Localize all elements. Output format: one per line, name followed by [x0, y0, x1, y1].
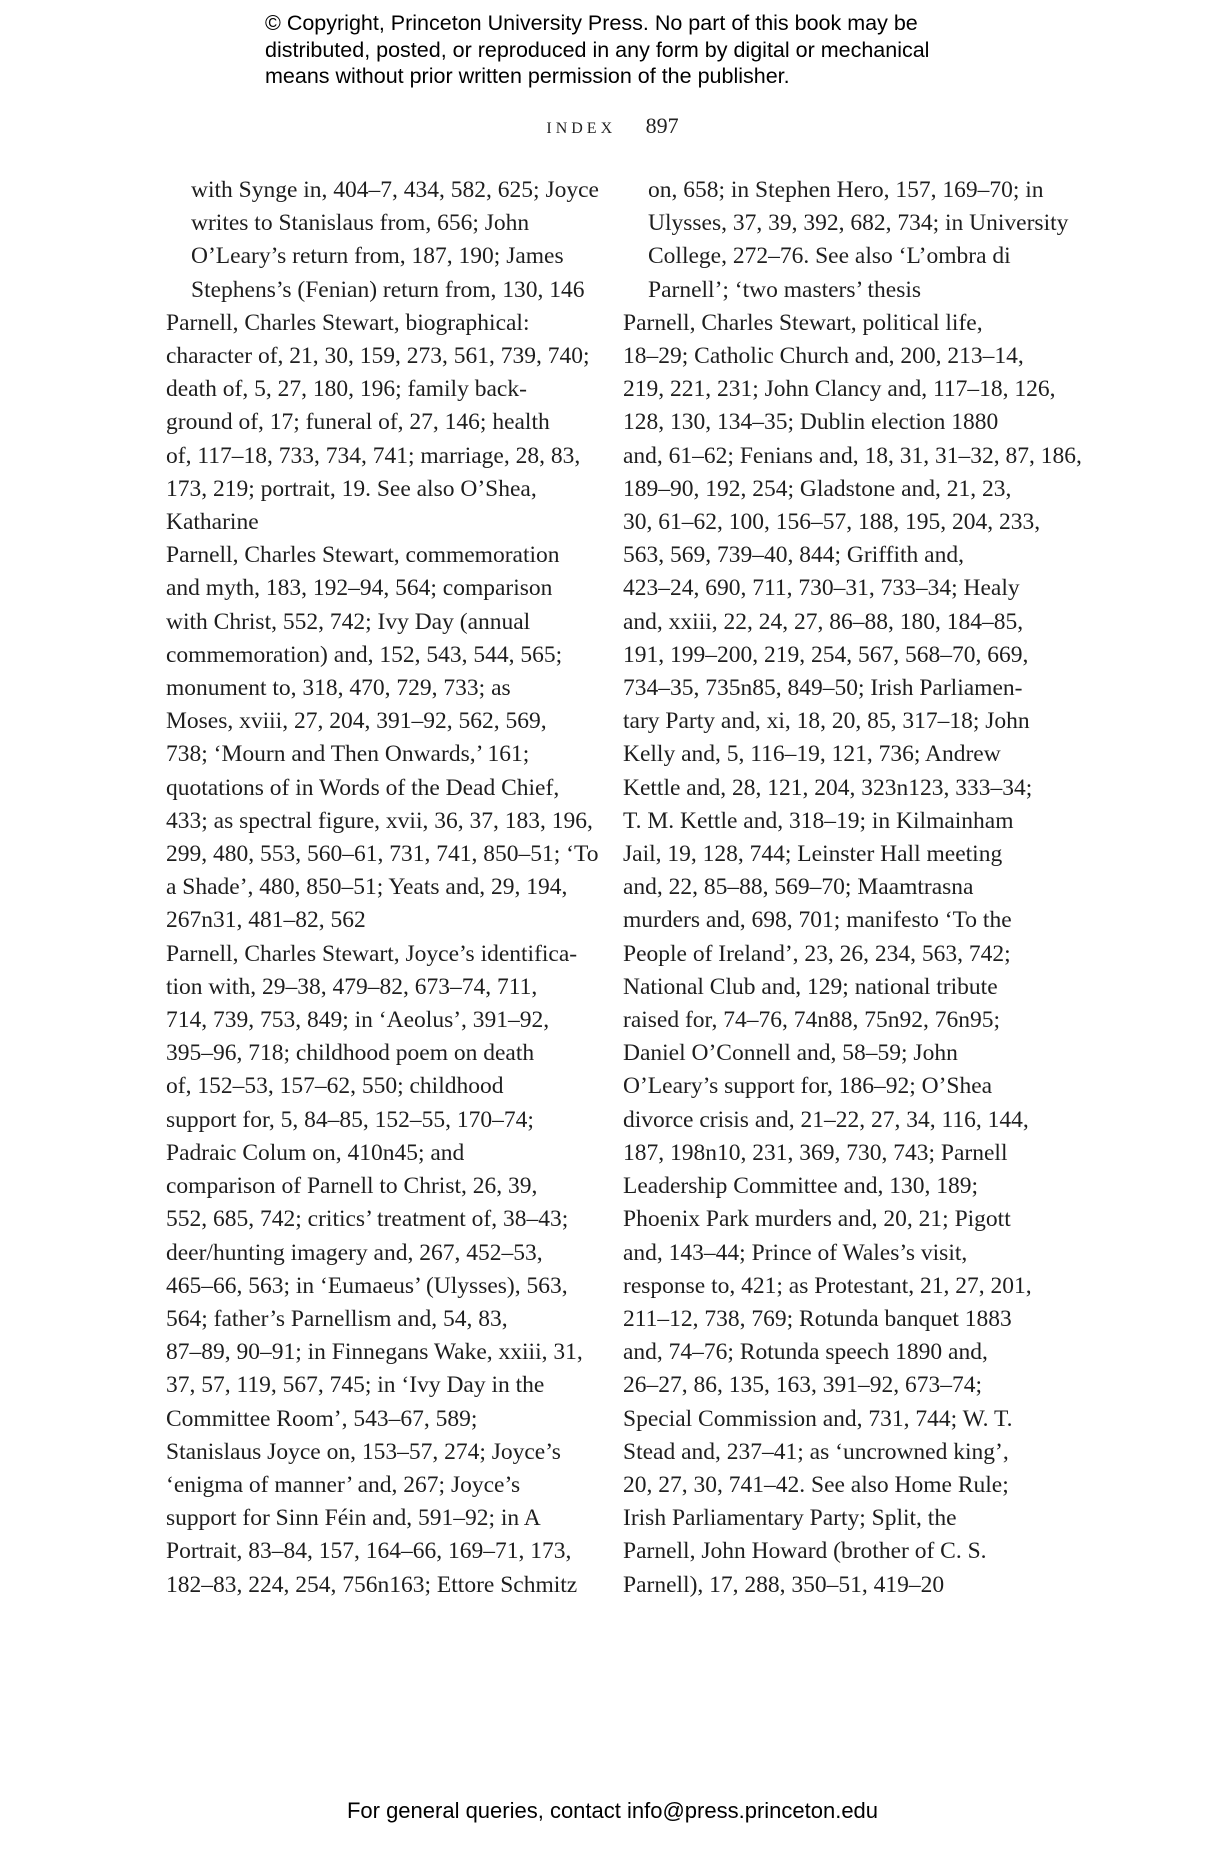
index-entry-line: 564; father’s Parnellism and, 54, 83, [166, 1305, 508, 1332]
index-entry-line: on, 658; in Stephen Hero, 157, 169–70; in [648, 177, 1044, 203]
index-entry-line: Ulysses, 37, 39, 392, 682, 734; in University [648, 210, 1069, 237]
index-entry-line: with Christ, 552, 742; Ivy Day (annual [166, 608, 531, 635]
page-number: 897 [645, 113, 679, 138]
index-entry-line: Parnell’; ‘two masters’ thesis [648, 276, 922, 303]
index-entry-line: National Club and, 129; national tribute [623, 973, 998, 1000]
index-entry-line: Moses, xviii, 27, 204, 391–92, 562, 569, [166, 708, 547, 735]
index-entry-line: 433; as spectral figure, xvii, 36, 37, 183, 196, [166, 807, 593, 834]
index-entry-line: and, 22, 85–88, 569–70; Maamtrasna [623, 874, 974, 901]
index-entry-line: support for Sinn Féin and, 591–92; in A [166, 1505, 541, 1532]
index-entry-line: of, 152–53, 157–62, 550; childhood [166, 1073, 504, 1100]
index-entry-line: Stead and, 237–41; as ‘uncrowned king’, [623, 1438, 1009, 1465]
index-entry-line: and, xxiii, 22, 24, 27, 86–88, 180, 184–85, [623, 608, 1024, 635]
index-entry-line: 87–89, 90–91; in Finnegans Wake, xxiii, 31, [166, 1339, 583, 1366]
index-entry-line: Parnell, John Howard (brother of C. S. [623, 1538, 987, 1565]
index-entry-line: Parnell, Charles Stewart, commemoration [166, 542, 560, 569]
index-entry-line: comparison of Parnell to Christ, 26, 39, [166, 1173, 538, 1200]
index-entry-line: Stephens’s (Fenian) return from, 130, 146 [191, 276, 585, 303]
copyright-line: means without prior written permission of the publisher. [265, 64, 790, 88]
index-entry-line: and myth, 183, 192–94, 564; comparison [166, 575, 553, 602]
index-entry [166, 938, 596, 1602]
running-head-section: INDEX [546, 120, 617, 137]
index-entry-line: support for, 5, 84–85, 152–55, 170–74; [166, 1106, 534, 1133]
index-entry-line: 128, 130, 134–35; Dublin election 1880 [623, 409, 999, 436]
index-entry-line: 734–35, 735n85, 849–50; Irish Parliamen- [623, 675, 1023, 702]
index-entry-line: 738; ‘Mourn and Then Onwards,’ 161; [166, 741, 530, 768]
index-left-column [166, 174, 599, 1602]
index-entry-line: 20, 27, 30, 741–42. See also Home Rule; [623, 1471, 1009, 1498]
index-entry-line: Daniel O’Connell and, 58–59; John [623, 1040, 958, 1067]
index-entry-line: writes to Stanislaus from, 656; John [191, 210, 530, 237]
index-right-column [623, 174, 1082, 1602]
index-entry-line: 395–96, 718; childhood poem on death [166, 1040, 535, 1067]
index-entry-line: Kettle and, 28, 121, 204, 323n123, 333–34; [623, 774, 1033, 801]
index-entry-line: 714, 739, 753, 849; in ‘Aeolus’, 391–92, [166, 1007, 550, 1034]
copyright-line: distributed, posted, or reproduced in any form by digital or mechanical [265, 37, 930, 62]
index-entry-line: 26–27, 86, 135, 163, 391–92, 673–74; [623, 1372, 983, 1399]
index-entry-line: Phoenix Park murders and, 20, 21; Pigott [623, 1206, 1011, 1233]
index-entry [623, 1535, 1043, 1601]
index-entry-line: monument to, 318, 470, 729, 733; as [166, 675, 511, 702]
index-entry-line: 219, 221, 231; John Clancy and, 117–18, 126, [623, 376, 1056, 403]
index-entry-line: 211–12, 738, 769; Rotunda banquet 1883 [623, 1305, 1012, 1332]
index-entry-line: Jail, 19, 128, 744; Leinster Hall meeting [623, 841, 1003, 868]
index-entry-line: Katharine [166, 509, 259, 536]
index-entry-line: 189–90, 192, 254; Gladstone and, 21, 23, [623, 475, 1012, 502]
index-entry-line: Stanislaus Joyce on, 153–57, 274; Joyce’s [166, 1438, 561, 1465]
index-entry-line: Irish Parliamentary Party; Split, the [623, 1505, 957, 1532]
index-entry-line: People of Ireland’, 23, 26, 234, 563, 742; [623, 940, 1011, 967]
index-entry-line: of, 117–18, 733, 734, 741; marriage, 28, 83, [166, 442, 581, 469]
index-entry-line: 187, 198n10, 231, 369, 730, 743; Parnell [623, 1139, 1008, 1166]
index-entry-line: Committee Room’, 543–67, 589; [166, 1405, 478, 1432]
index-entry-line: death of, 5, 27, 180, 196; family back- [166, 376, 527, 403]
index-entry-line: ‘enigma of manner’ and, 267; Joyce’s [166, 1471, 521, 1498]
index-entry-line: T. M. Kettle and, 318–19; in Kilmainham [623, 807, 1014, 834]
index-entry-line: tary Party and, xi, 18, 20, 85, 317–18; John [623, 708, 1030, 735]
index-entry-line: Parnell, Charles Stewart, Joyce’s identifica- [166, 940, 578, 967]
index-entry-line: and, 143–44; Prince of Wales’s visit, [623, 1239, 968, 1266]
index-entry-line: 267n31, 481–82, 562 [166, 907, 366, 934]
index-entry [623, 307, 1082, 1536]
index-entry-line: deer/hunting imagery and, 267, 452–53, [166, 1239, 543, 1266]
index-entry-line: divorce crisis and, 21–22, 27, 34, 116, 144, [623, 1106, 1029, 1133]
index-entry-line: murders and, 698, 701; manifesto ‘To the [623, 907, 1012, 934]
index-entry-line: 182–83, 224, 254, 756n163; Ettore Schmitz [166, 1571, 578, 1598]
index-entry-line: Special Commission and, 731, 744; W. T. [623, 1405, 1013, 1432]
index-entry-line: character of, 21, 30, 159, 273, 561, 739, 740; [166, 343, 590, 370]
index-entry-line: tion with, 29–38, 479–82, 673–74, 711, [166, 973, 538, 1000]
index-entry-line: 299, 480, 553, 560–61, 731, 741, 850–51; ‘To [166, 841, 599, 868]
index-entry-line: Padraic Colum on, 410n45; and [166, 1139, 465, 1166]
index-entry-line: raised for, 74–76, 74n88, 75n92, 76n95; [623, 1007, 1000, 1034]
index-entry-continuation [623, 174, 1069, 307]
index-entry-line: Parnell), 17, 288, 350–51, 419–20 [623, 1571, 945, 1598]
index-entry-line: with Synge in, 404–7, 434, 582, 625; Joyce [191, 177, 599, 203]
index-entry-line: 465–66, 563; in ‘Eumaeus’ (Ulysses), 563, [166, 1272, 568, 1299]
index-entry [166, 539, 599, 937]
index-entry-line: 30, 61–62, 100, 156–57, 188, 195, 204, 233, [623, 509, 1041, 536]
index-entry-line: a Shade’, 480, 850–51; Yeats and, 29, 194, [166, 874, 568, 901]
index-entry-line: 18–29; Catholic Church and, 200, 213–14, [623, 343, 1024, 370]
index-entry-line: O’Leary’s return from, 187, 190; James [191, 243, 564, 270]
index-entry-line: and, 61–62; Fenians and, 18, 31, 31–32, 87, 186, [623, 442, 1082, 469]
index-entry-line: College, 272–76. See also ‘L’ombra di [648, 243, 1011, 270]
index-entry-continuation [166, 174, 599, 307]
index-entry-line: Portrait, 83–84, 157, 164–66, 169–71, 173, [166, 1538, 572, 1565]
index-entry-line: 37, 57, 119, 567, 745; in ‘Ivy Day in the [166, 1372, 545, 1399]
index-entry-line: Kelly and, 5, 116–19, 121, 736; Andrew [623, 741, 1001, 768]
index-entry-line: 552, 685, 742; critics’ treatment of, 38–43; [166, 1206, 569, 1233]
index-entry-line: Parnell, Charles Stewart, biographical: [166, 309, 530, 336]
copyright-line: © Copyright, Princeton University Press. No part of this book may be [265, 11, 918, 35]
index-entry-line: ground of, 17; funeral of, 27, 146; health [166, 409, 550, 436]
index-entry-line: Leadership Committee and, 130, 189; [623, 1173, 979, 1200]
running-head [0, 113, 1225, 139]
index-entry [166, 307, 596, 539]
index-entry-line: and, 74–76; Rotunda speech 1890 and, [623, 1339, 988, 1366]
footer-contact: For general queries, contact info@press.princeton.edu [346, 1798, 879, 1823]
index-entry-line: 563, 569, 739–40, 844; Griffith and, [623, 542, 964, 569]
index-entry-line: response to, 421; as Protestant, 21, 27, 201, [623, 1272, 1032, 1299]
index-entry-line: 423–24, 690, 711, 730–31, 733–34; Healy [623, 575, 1020, 602]
index-entry-line: commemoration) and, 152, 543, 544, 565; [166, 641, 563, 668]
index-entry-line: Parnell, Charles Stewart, political life, [623, 309, 983, 336]
index-entry-line: quotations of in Words of the Dead Chief, [166, 774, 560, 801]
index-entry-line: 173, 219; portrait, 19. See also O’Shea, [166, 475, 537, 502]
index-entry-line: O’Leary’s support for, 186–92; O’Shea [623, 1073, 993, 1100]
copyright-notice [265, 10, 1025, 90]
index-entry-line: 191, 199–200, 219, 254, 567, 568–70, 669, [623, 641, 1029, 668]
